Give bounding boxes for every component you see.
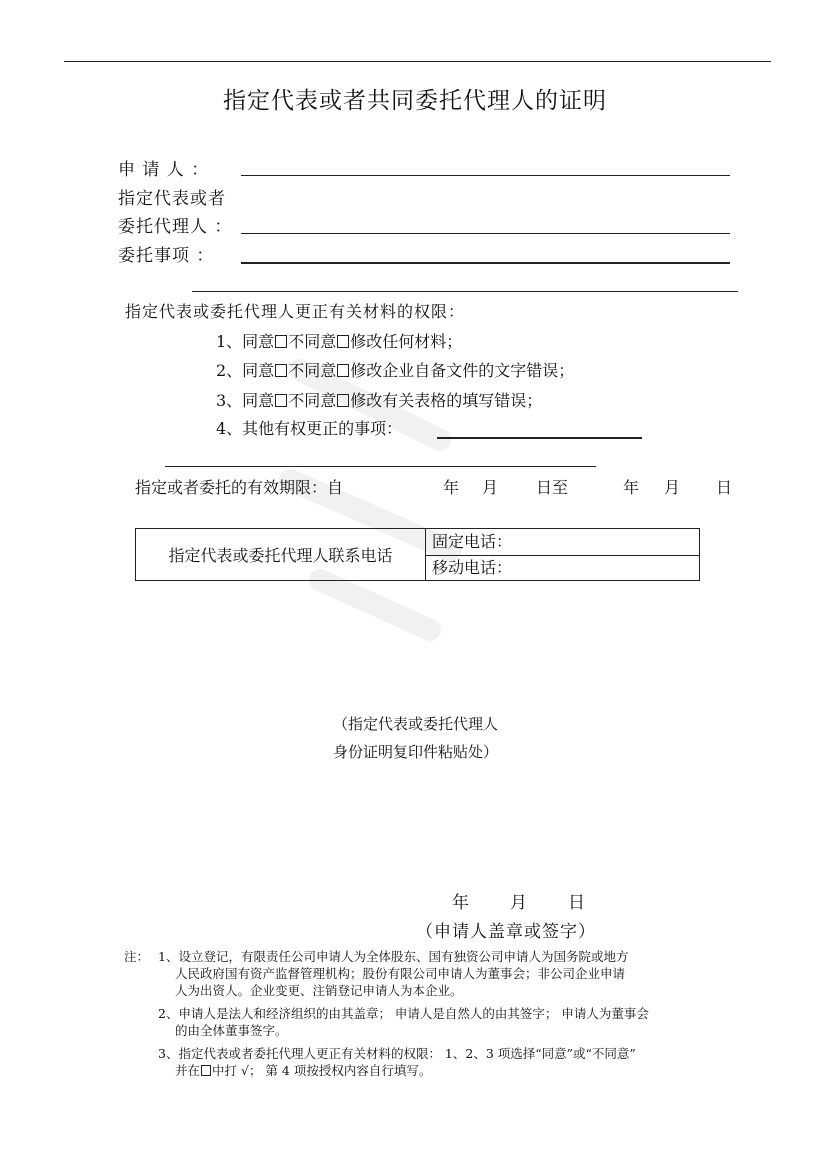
note-checkbox-icon	[201, 1065, 211, 1076]
notes-prefix: 注：	[124, 949, 150, 964]
disagree-checkbox-3[interactable]	[337, 394, 349, 407]
sign-date-year: 年	[452, 893, 470, 913]
note-1-line2: 人民政府国有资产监督管理机构；股份有限公司申请人为董事会；非公司企业申请	[175, 966, 626, 981]
other-matters-field[interactable]	[437, 437, 642, 439]
applicant-field[interactable]	[241, 175, 730, 176]
signature-caption: （申请人盖章或签字）	[416, 922, 596, 942]
note-3-line2: 并在 中打 √； 第 4 项按授权内容自行填写。	[175, 1063, 432, 1078]
contact-phone-label: 指定代表或委托代理人联系电话	[136, 529, 426, 580]
disagree-checkbox-2[interactable]	[337, 364, 349, 377]
note-2-line2: 的由全体董事签字。	[175, 1023, 288, 1038]
note-3-line1: 3、指定代表或者委托代理人更正有关材料的权限： 1、2、3 项选择“同意”或“不同意”	[158, 1046, 636, 1061]
validity-day-2: 日	[716, 478, 733, 497]
authority-item-4: 4、其他有权更正的事项：	[216, 419, 403, 438]
validity-year-2: 年	[623, 478, 640, 497]
matter-field-2[interactable]	[192, 291, 738, 292]
validity-label: 指定或者委托的有效期限：自	[135, 478, 344, 497]
validity-year-1: 年	[443, 478, 460, 497]
applicant-label: 申 请 人 ：	[118, 160, 210, 180]
top-rule	[64, 61, 771, 62]
note-1-line1: 1、设立登记，有限责任公司申请人为全体股东、国有独资公司申请人为国务院或地方	[158, 949, 629, 964]
mobile-phone-field[interactable]: 移动电话：	[432, 558, 513, 577]
disagree-checkbox-1[interactable]	[337, 335, 349, 348]
fixed-phone-field[interactable]: 固定电话：	[426, 529, 699, 556]
contact-phone-table	[135, 528, 700, 581]
representative-label-line1: 指定代表或者	[118, 189, 226, 209]
note-1-line3: 人为出资人。企业变更、注销登记申请人为本企业。	[175, 983, 463, 998]
matter-field[interactable]	[241, 262, 730, 264]
authority-item-1: 1、同意 不同意 修改任何材料；	[216, 332, 463, 351]
authority-item-2: 2、同意 不同意 修改企业自备文件的文字错误；	[216, 361, 575, 380]
matter-label: 委托事项 ：	[118, 246, 215, 266]
representative-label-line2: 委托代理人 ：	[118, 217, 233, 237]
id-copy-caption-line1: （指定代表或委托代理人	[333, 715, 499, 733]
agree-checkbox-1[interactable]	[275, 335, 287, 348]
sign-date-month: 月	[510, 893, 528, 913]
id-copy-caption-line2: 身份证明复印件粘贴处）	[333, 743, 499, 761]
agree-checkbox-3[interactable]	[275, 394, 287, 407]
authority-heading: 指定代表或委托代理人更正有关材料的权限：	[125, 302, 466, 321]
representative-field[interactable]	[241, 233, 730, 234]
note-2-line1: 2、申请人是法人和经济组织的由其盖章； 申请人是自然人的由其签字； 申请人为董事会	[158, 1006, 649, 1021]
validity-day-to: 日至	[536, 478, 569, 497]
validity-month-1: 月	[482, 478, 499, 497]
sign-date-day: 日	[568, 893, 586, 913]
authority-item-3: 3、同意 不同意 修改有关表格的填写错误；	[216, 391, 543, 410]
other-matters-field-2[interactable]	[165, 466, 596, 467]
agree-checkbox-2[interactable]	[275, 364, 287, 377]
validity-month-2: 月	[664, 478, 681, 497]
page-title: 指定代表或者共同委托代理人的证明	[223, 88, 607, 114]
